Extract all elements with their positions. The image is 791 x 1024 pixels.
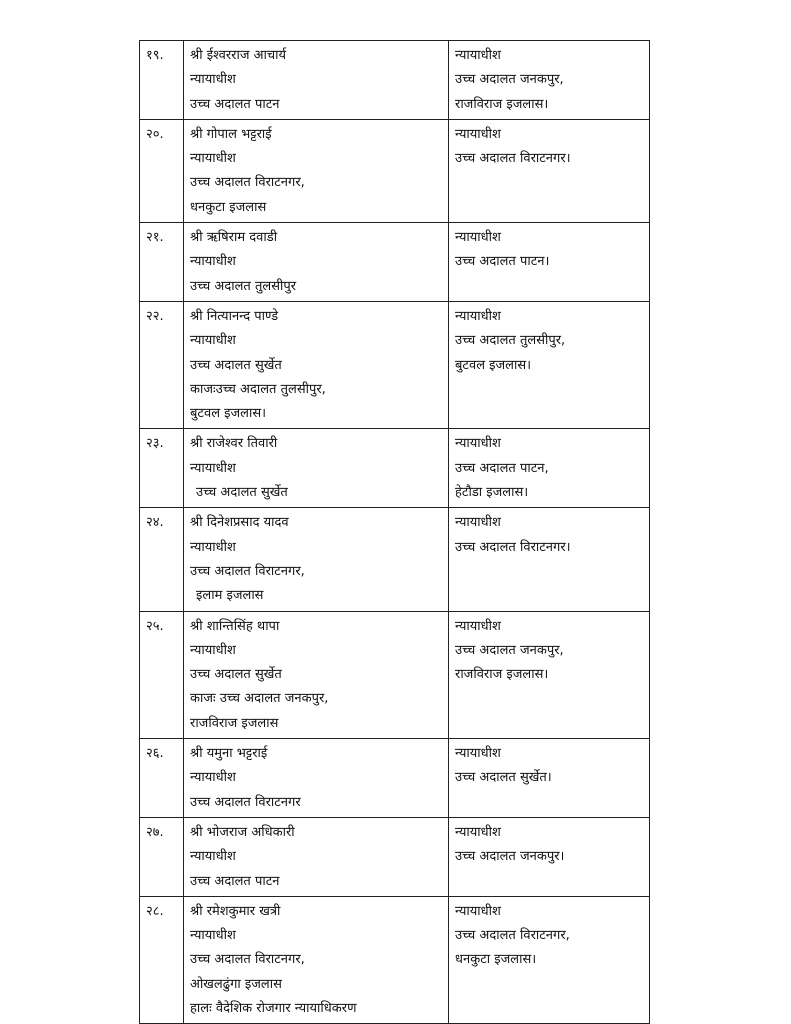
- current-position-line: काजःउच्च अदालत तुलसीपुर,: [190, 381, 326, 397]
- new-position-line: राजविराज इजलास।: [455, 96, 549, 112]
- current-position-line: न्यायाधीश: [190, 254, 236, 270]
- current-position-cell: [184, 508, 449, 611]
- table-row: [140, 301, 650, 428]
- table-row: [140, 429, 650, 508]
- current-position-line: न्यायाधीश: [190, 72, 236, 88]
- judge-name: श्री दिनेशप्रसाद यादव: [190, 515, 289, 531]
- current-position-line: राजविराज इजलास: [190, 715, 279, 731]
- serial-number: १९.: [140, 41, 184, 120]
- new-position-line: धनकुटा इजलास।: [455, 952, 537, 968]
- serial-number: २७.: [140, 817, 184, 896]
- judge-name: श्री ऋषिराम दवाडी: [190, 230, 278, 246]
- judge-name: श्री शान्तिसिंह थापा: [190, 618, 280, 634]
- current-position-line: उच्च अदालत विराटनगर,: [190, 175, 305, 191]
- current-position-line: उच्च अदालत सुर्खेत: [190, 357, 282, 373]
- new-position-line: उच्च अदालत जनकपुर।: [455, 849, 565, 865]
- current-position-cell: [184, 611, 449, 738]
- current-position-cell: [184, 223, 449, 302]
- new-position-cell: [449, 817, 650, 896]
- serial-number: २२.: [140, 301, 184, 428]
- table-row: [140, 508, 650, 611]
- new-position-line: उच्च अदालत सुर्खेत।: [455, 770, 552, 786]
- new-position-line: उच्च अदालत पाटन।: [455, 254, 550, 270]
- table-row: [140, 896, 650, 1023]
- current-position-line: बुटवल इजलास।: [190, 406, 267, 422]
- current-position-cell: [184, 896, 449, 1023]
- current-position-cell: [184, 817, 449, 896]
- new-position-line: न्यायाधीश: [455, 746, 501, 762]
- current-position-line: उच्च अदालत सुर्खेत: [190, 667, 282, 683]
- new-position-line: उच्च अदालत पाटन,: [455, 460, 549, 476]
- serial-number: २४.: [140, 508, 184, 611]
- current-position-line: हालः वैदेशिक रोजगार न्यायाधिकरण: [190, 1000, 357, 1016]
- new-position-cell: [449, 739, 650, 818]
- new-position-line: न्यायाधीश: [455, 126, 501, 142]
- new-position-line: उच्च अदालत विराटनगर।: [455, 151, 571, 167]
- new-position-cell: [449, 223, 650, 302]
- current-position-cell: [184, 739, 449, 818]
- judge-name: श्री रमेशकुमार खत्री: [190, 903, 281, 919]
- new-position-line: न्यायाधीश: [455, 308, 501, 324]
- table-body: [140, 41, 650, 1024]
- new-position-line: राजविराज इजलास।: [455, 667, 549, 683]
- new-position-line: उच्च अदालत विराटनगर,: [455, 928, 570, 944]
- judge-name: श्री ईश्वरराज आचार्य: [190, 48, 287, 63]
- serial-number: २६.: [140, 739, 184, 818]
- current-position-line: उच्च अदालत तुलसीपुर: [190, 278, 297, 294]
- new-position-line: न्यायाधीश: [455, 230, 501, 246]
- current-position-line: धनकुटा इजलास: [190, 199, 267, 215]
- current-position-line: न्यायाधीश: [190, 539, 236, 555]
- judge-name: श्री राजेश्वर तिवारी: [190, 436, 278, 452]
- current-position-line: उच्च अदालत सुर्खेत: [196, 485, 288, 501]
- new-position-cell: [449, 41, 650, 120]
- current-position-cell: [184, 119, 449, 222]
- current-position-cell: [184, 301, 449, 428]
- new-position-line: उच्च अदालत जनकपुर,: [455, 642, 564, 658]
- judge-name: श्री यमुना भट्टराई: [190, 746, 268, 762]
- judge-name: श्री गोपाल भट्टराई: [190, 126, 272, 142]
- table-row: [140, 611, 650, 738]
- new-position-line: न्यायाधीश: [455, 436, 501, 452]
- new-position-line: न्यायाधीश: [455, 515, 501, 531]
- current-position-cell: [184, 41, 449, 120]
- new-position-line: न्यायाधीश: [455, 903, 501, 919]
- judge-name: श्री नित्यानन्द पाण्डे: [190, 308, 279, 324]
- current-position-line: न्यायाधीश: [190, 770, 236, 786]
- current-position-line: उच्च अदालत विराटनगर,: [190, 952, 305, 968]
- new-position-line: उच्च अदालत विराटनगर।: [455, 539, 571, 555]
- serial-number: २०.: [140, 119, 184, 222]
- new-position-line: उच्च अदालत जनकपुर,: [455, 72, 564, 88]
- current-position-line: उच्च अदालत विराटनगर: [190, 794, 301, 810]
- current-position-cell: [184, 429, 449, 508]
- table-row: [140, 739, 650, 818]
- new-position-cell: [449, 119, 650, 222]
- judge-name: श्री भोजराज अधिकारी: [190, 824, 295, 840]
- current-position-line: काजः उच्च अदालत जनकपुर,: [190, 691, 329, 707]
- current-position-line: न्यायाधीश: [190, 333, 236, 349]
- new-position-cell: [449, 429, 650, 508]
- serial-number: २१.: [140, 223, 184, 302]
- current-position-line: न्यायाधीश: [190, 151, 236, 167]
- new-position-cell: [449, 896, 650, 1023]
- judge-transfer-table: [139, 40, 650, 1024]
- table-row: [140, 119, 650, 222]
- new-position-cell: [449, 611, 650, 738]
- current-position-line: उच्च अदालत विराटनगर,: [190, 563, 305, 579]
- new-position-line: न्यायाधीश: [455, 824, 501, 840]
- serial-number: २८.: [140, 896, 184, 1023]
- table-row: [140, 41, 650, 120]
- current-position-line: न्यायाधीश: [190, 642, 236, 658]
- serial-number: २५.: [140, 611, 184, 738]
- new-position-cell: [449, 508, 650, 611]
- current-position-line: उच्च अदालत पाटन: [190, 873, 280, 889]
- new-position-line: बुटवल इजलास।: [455, 357, 532, 373]
- current-position-line: न्यायाधीश: [190, 849, 236, 865]
- new-position-line: उच्च अदालत तुलसीपुर,: [455, 333, 566, 349]
- current-position-line: ओखलढुंगा इजलास: [190, 976, 282, 992]
- new-position-line: न्यायाधीश: [455, 48, 501, 63]
- current-position-line: इलाम इजलास: [196, 588, 264, 604]
- new-position-line: हेटौडा इजलास।: [455, 485, 529, 501]
- current-position-line: न्यायाधीश: [190, 928, 236, 944]
- current-position-line: उच्च अदालत पाटन: [190, 96, 280, 112]
- table-row: [140, 817, 650, 896]
- new-position-cell: [449, 301, 650, 428]
- new-position-line: न्यायाधीश: [455, 618, 501, 634]
- serial-number: २३.: [140, 429, 184, 508]
- current-position-line: न्यायाधीश: [190, 460, 236, 476]
- table-row: [140, 223, 650, 302]
